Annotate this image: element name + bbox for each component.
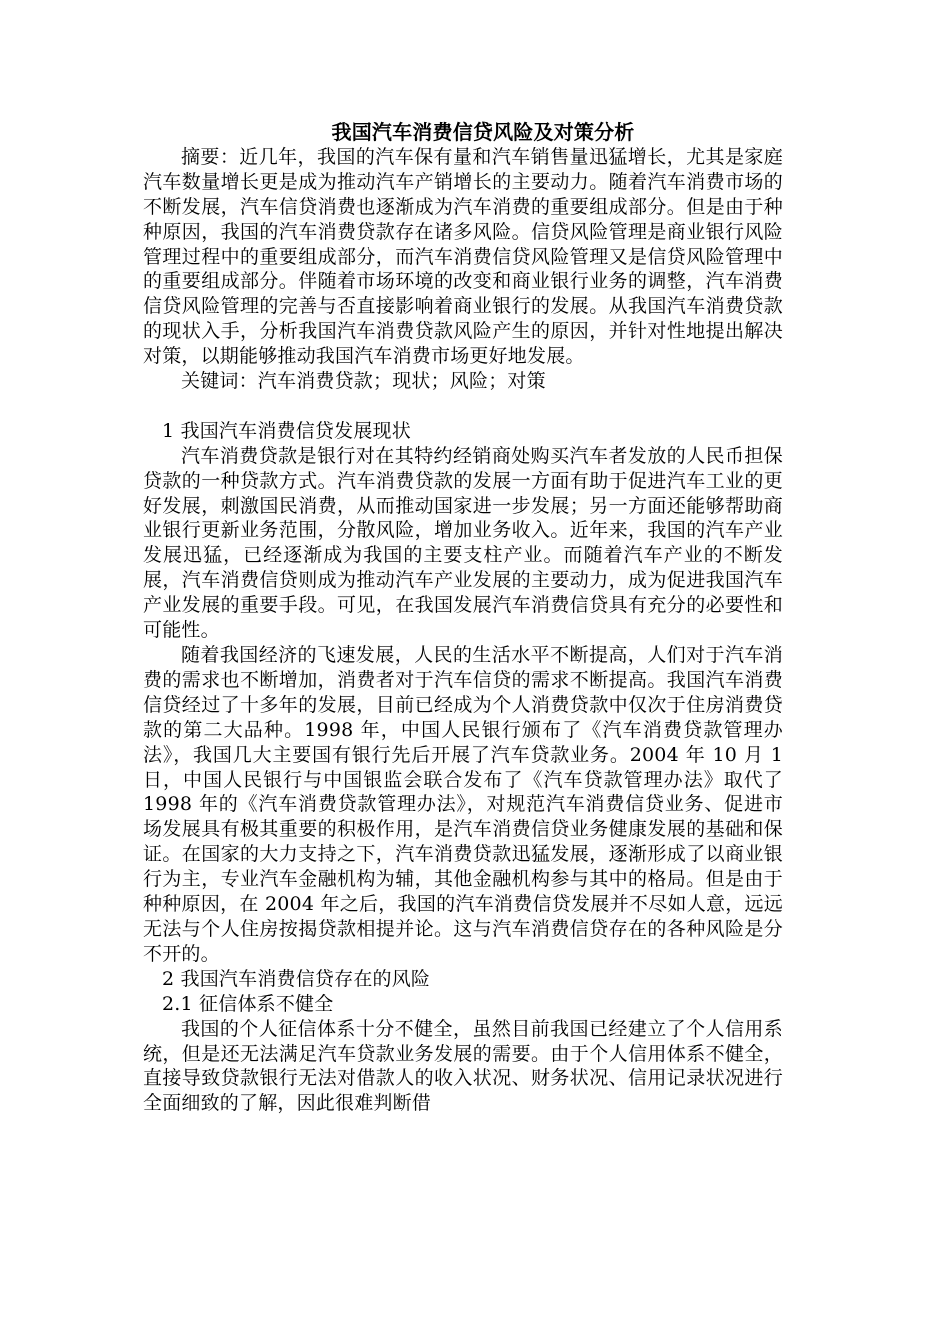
abstract-paragraph: 摘要：近几年，我国的汽车保有量和汽车销售量迅猛增长，尤其是家庭汽车数量增长更是成为推动汽车产销增长的主要动力。随着汽车消费市场的不断发展，汽车信贷消费也逐渐成为汽车消费的重要组成部分。但是由于种种原因，我国的汽车消费贷款存在诸多风险。信贷风险管理是商业银行风险管理过程中的重要组成部分，而汽车消费信贷风险管理又是信贷风险管理中的重要组成部分。伴随着市场环境的改变和商业银行业务的调整，汽车消费信贷风险管理的完善与否直接影响着商业银行的发展。从我国汽车消费贷款的现状入手，分析我国汽车消费贷款风险产生的原因，并针对性地提出解决对策，以期能够推动我国汽车消费市场更好地发展。 <box>143 145 783 368</box>
section-1-paragraph-2: 随着我国经济的飞速发展，人民的生活水平不断提高，人们对于汽车消费的需求也不断增加，消费者对于汽车信贷的需求不断提高。我国汽车消费信贷经过了十多年的发展，目前已经成为个人消费贷款中仅次于住房消费贷款的第二大品种。1998 年，中国人民银行颁布了《汽车消费贷款管理办法》，我国几大主要国有银行先后开展了汽车贷款业务。2004 年 10 月 1 日，中国人民银行与中国银监会联合发布了《汽车贷款管理办法》取代了 1998 年的《汽车消费贷款管理办法》，对规范汽车消费信贷业务、促进市场发展具有极其重要的积极作用，是汽车消费信贷业务健康发展的基础和保证。在国家的大力支持之下，汽车消费贷款迅猛发展，逐渐形成了以商业银行为主，专业汽车金融机构为辅，其他金融机构参与其中的格局。但是由于种种原因，在 2004 年之后，我国的汽车消费信贷发展并不尽如人意，远远无法与个人住房按揭贷款相提并论。这与汽车消费信贷存在的各种风险是分不开的。 <box>143 644 783 965</box>
blank-line <box>143 394 783 419</box>
keywords-line: 关键词：汽车消费贷款；现状；风险；对策 <box>181 370 546 393</box>
section-1-paragraph-1: 汽车消费贷款是银行对在其特约经销商处购买汽车者发放的人民币担保贷款的一种贷款方式。汽车消费贷款的发展一方面有助于促进汽车工业的更好发展，刺激国民消费，从而推动国家进一步发展；另一方面还能够帮助商业银行更新业务范围，分散风险，增加业务收入。近年来，我国的汽车产业发展迅猛，已经逐渐成为我国的主要支柱产业。而随着汽车产业的不断发展，汽车消费信贷则成为推动汽车产业发展的主要动力，成为促进我国汽车产业发展的重要手段。可见，在我国发展汽车消费信贷具有充分的必要性和可能性。 <box>143 444 783 642</box>
section-2-heading: 2 我国汽车消费信贷存在的风险 <box>162 967 431 990</box>
section-1-heading: 1 我国汽车消费信贷发展现状 <box>162 419 411 442</box>
document-page <box>143 120 783 1116</box>
section-2-1-paragraph: 我国的个人征信体系十分不健全，虽然目前我国已经建立了个人信用系统，但是还无法满足汽车贷款业务发展的需要。由于个人信用体系不健全，直接导致贷款银行无法对借款人的收入状况、财务状况、信用记录状况进行全面细致的了解，因此很难判断借 <box>143 1017 783 1115</box>
document-title: 我国汽车消费信贷风险及对策分析 <box>331 120 635 144</box>
section-2-1-heading: 2.1 征信体系不健全 <box>162 992 334 1015</box>
